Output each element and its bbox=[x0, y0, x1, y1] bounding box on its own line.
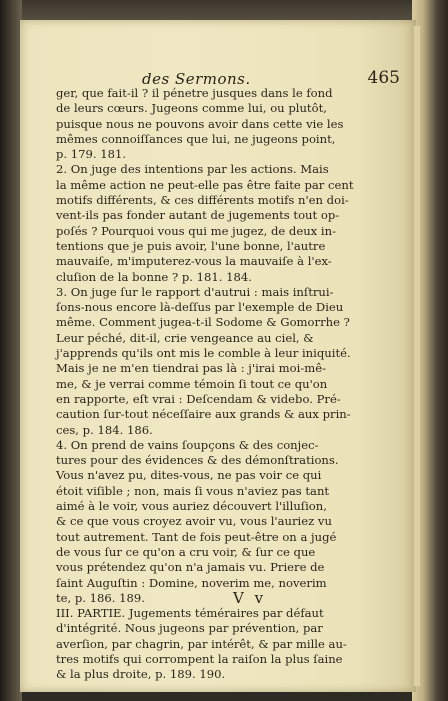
text-line: motifs différents, & ces différents motifs n'en doi- bbox=[56, 193, 349, 208]
running-head: des Sermons. bbox=[142, 70, 251, 88]
book-left-edge bbox=[0, 0, 22, 701]
body-text bbox=[56, 86, 388, 683]
text-line: de leurs cœurs. Jugeons comme lui, ou plutôt, bbox=[56, 101, 327, 116]
signature-mark: V v bbox=[233, 589, 267, 607]
page-number: 465 bbox=[367, 68, 400, 88]
text-line: p. 179. 181. bbox=[56, 147, 127, 162]
text-line: puisque nous ne pouvons avoir dans cette vie les bbox=[56, 116, 344, 131]
text-line: aimé à le voir, vous auriez découvert l'illuſion, bbox=[56, 499, 327, 514]
text-line: Vous n'avez pu, dites-vous, ne pas voir ce qui bbox=[56, 468, 322, 483]
text-line: 2. On juge des intentions par les actions. Mais bbox=[56, 162, 329, 177]
text-line: tout autrement. Tant de fois peut-être on a jugé bbox=[56, 529, 337, 544]
text-line: & ce que vous croyez avoir vu, vous l'auriez vu bbox=[56, 514, 332, 529]
text-line: en rapporte, eſt vrai : Deſcendam & videbo. Pré- bbox=[56, 391, 341, 406]
text-block bbox=[56, 86, 388, 683]
text-line: tures pour des évidences & des démonſtrations. bbox=[56, 453, 339, 468]
text-line: la même action ne peut-elle pas être faite par cent bbox=[56, 177, 354, 192]
text-line: tres motifs qui corrompent la raiſon la plus ſaine bbox=[56, 651, 343, 666]
text-line: me, & je verrai comme témoin ſi tout ce qu'on bbox=[56, 376, 328, 391]
text-line: ſaint Auguſtin : Domine, noverim me, noverim bbox=[56, 575, 327, 590]
text-line: III. PARTIE. Jugements téméraires par défaut bbox=[56, 606, 324, 621]
text-line: vent-ils pas fonder autant de jugements tout op- bbox=[56, 208, 340, 223]
text-line: vous prétendez qu'on n'a jamais vu. Priere de bbox=[56, 560, 325, 575]
text-line: ger, que fait-il ? il pénetre jusques dans le fond bbox=[56, 86, 333, 100]
text-line: d'intégrité. Nous jugeons par prévention, par bbox=[56, 621, 323, 636]
text-line: te, p. 186. 189. bbox=[56, 590, 145, 605]
text-line: de vous ſur ce qu'on a cru voir, & ſur ce que bbox=[56, 544, 316, 559]
text-line: mauvaiſe, m'imputerez-vous la mauvaiſe à l'ex- bbox=[56, 254, 332, 269]
page-stack bbox=[414, 26, 420, 686]
text-line: poſés ? Pourquoi vous qui me jugez, de deux in- bbox=[56, 223, 336, 238]
text-line: j'apprends qu'ils ont mis le comble à leur iniquité. bbox=[56, 346, 351, 361]
text-line: Mais je ne m'en tiendrai pas là : j'irai moi-mê- bbox=[56, 361, 327, 376]
text-line: même. Comment jugea-t-il Sodome & Gomorrhe ? bbox=[56, 315, 350, 330]
text-line: caution ſur-tout néceſſaire aux grands & aux prin- bbox=[56, 407, 351, 422]
text-line: Leur péché, dit-il, crie vengeance au ciel, & bbox=[56, 330, 314, 345]
text-line: étoit viſible ; non, mais ſi vous n'aviez pas tant bbox=[56, 483, 330, 498]
text-line: ces, p. 184. 186. bbox=[56, 422, 153, 437]
text-line: tentions que je puis avoir, l'une bonne, l'autre bbox=[56, 238, 326, 253]
text-line: mêmes connoiſſances que lui, ne jugeons point, bbox=[56, 131, 336, 146]
text-line: averſion, par chagrin, par intérêt, & par mille au- bbox=[56, 636, 347, 651]
text-line: 4. On prend de vains ſoupçons & des conjec- bbox=[56, 437, 319, 452]
text-line: & la plus droite, p. 189. 190. bbox=[56, 667, 226, 682]
text-line: cluſion de la bonne ? p. 181. 184. bbox=[56, 269, 252, 284]
text-line: ſons-nous encore là-deſſus par l'exemple de Dieu bbox=[56, 300, 344, 315]
text-line: 3. On juge ſur le rapport d'autrui : mais inſtrui- bbox=[56, 284, 334, 299]
